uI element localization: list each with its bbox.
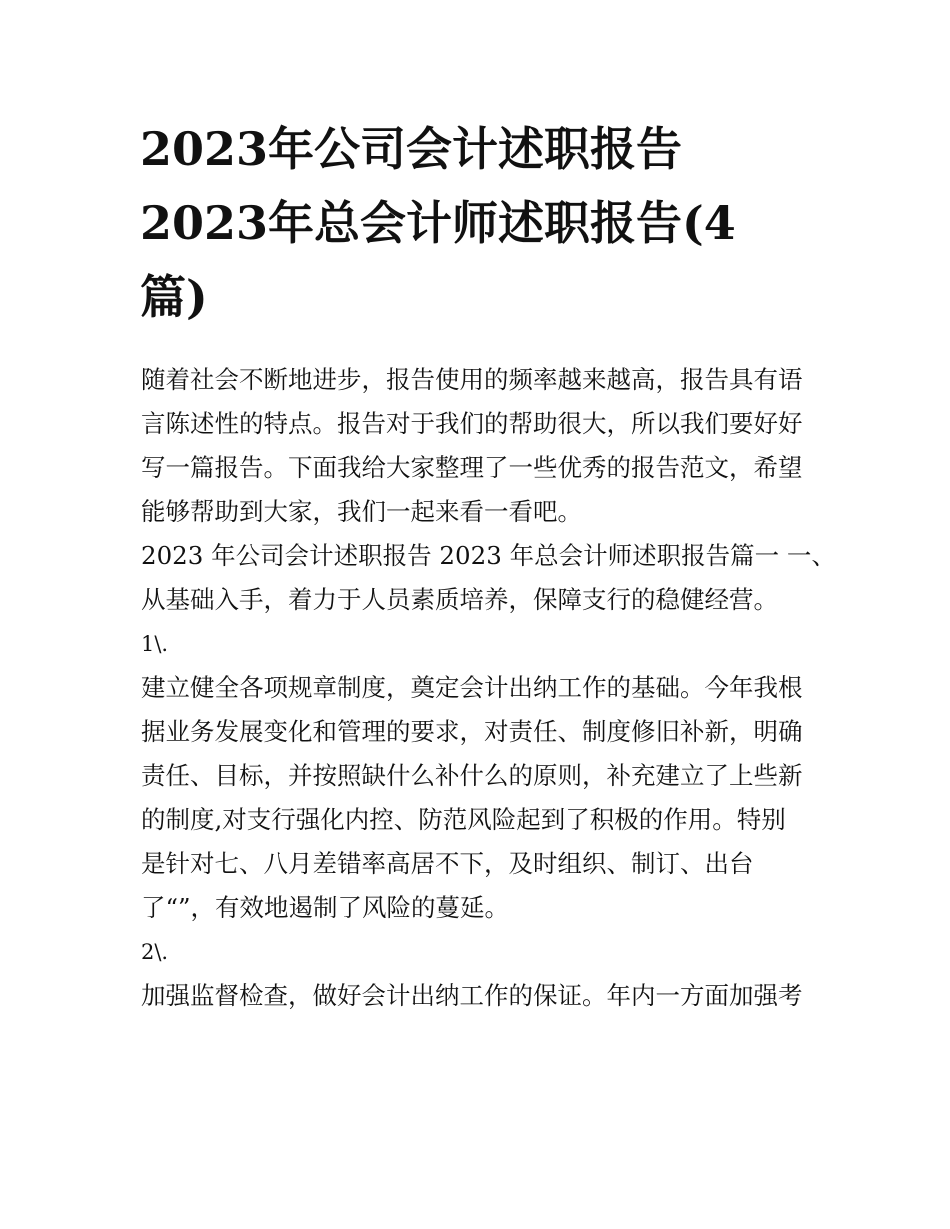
text-line: 责任、目标，并按照缺什么补什么的原则，补充建立了上些新 bbox=[141, 761, 803, 790]
text-line: 能够帮助到大家，我们一起来看一看吧。 bbox=[141, 497, 582, 526]
text-line: 言陈述性的特点。报告对于我们的帮助很大，所以我们要好好 bbox=[141, 409, 803, 438]
text-line: 据业务发展变化和管理的要求，对责任、制度修旧补新，明确 bbox=[141, 717, 803, 746]
text-line: 写一篇报告。下面我给大家整理了一些优秀的报告范文，希望 bbox=[141, 453, 803, 482]
text-line: 加强监督检查，做好会计出纳工作的保证。年内一方面加强考 bbox=[141, 981, 803, 1010]
intro-paragraph bbox=[141, 358, 821, 534]
title-line: 2023年总会计师述职报告(4 bbox=[140, 196, 736, 250]
text-line: 了“”，有效地遏制了风险的蔓延。 bbox=[141, 893, 510, 922]
section-heading-paragraph bbox=[141, 534, 836, 622]
title-line: 篇) bbox=[140, 270, 208, 324]
text-line: 的制度,对支行强化内控、防范风险起到了积极的作用。特别 bbox=[141, 805, 786, 834]
text-line: 随着社会不断地进步，报告使用的频率越来越高，报告具有语 bbox=[141, 365, 803, 394]
item-number: 2\. bbox=[141, 940, 169, 964]
text-line: 建立健全各项规章制度，奠定会计出纳工作的基础。今年我根 bbox=[141, 673, 803, 702]
item-number: 1\. bbox=[141, 632, 169, 656]
document-body bbox=[141, 358, 836, 1018]
item-paragraph bbox=[141, 666, 821, 930]
item-paragraph bbox=[141, 974, 821, 1018]
text-line: 从基础入手，着力于人员素质培养，保障支行的稳健经营。 bbox=[141, 585, 778, 614]
text-line: 2023 年公司会计述职报告 2023 年总会计师述职报告篇一 一、 bbox=[141, 541, 836, 570]
text-line: 是针对七、八月差错率高居不下，及时组织、制订、出台 bbox=[141, 849, 754, 878]
title-line: 2023年公司会计述职报告 bbox=[140, 122, 683, 176]
document-title bbox=[140, 112, 820, 334]
